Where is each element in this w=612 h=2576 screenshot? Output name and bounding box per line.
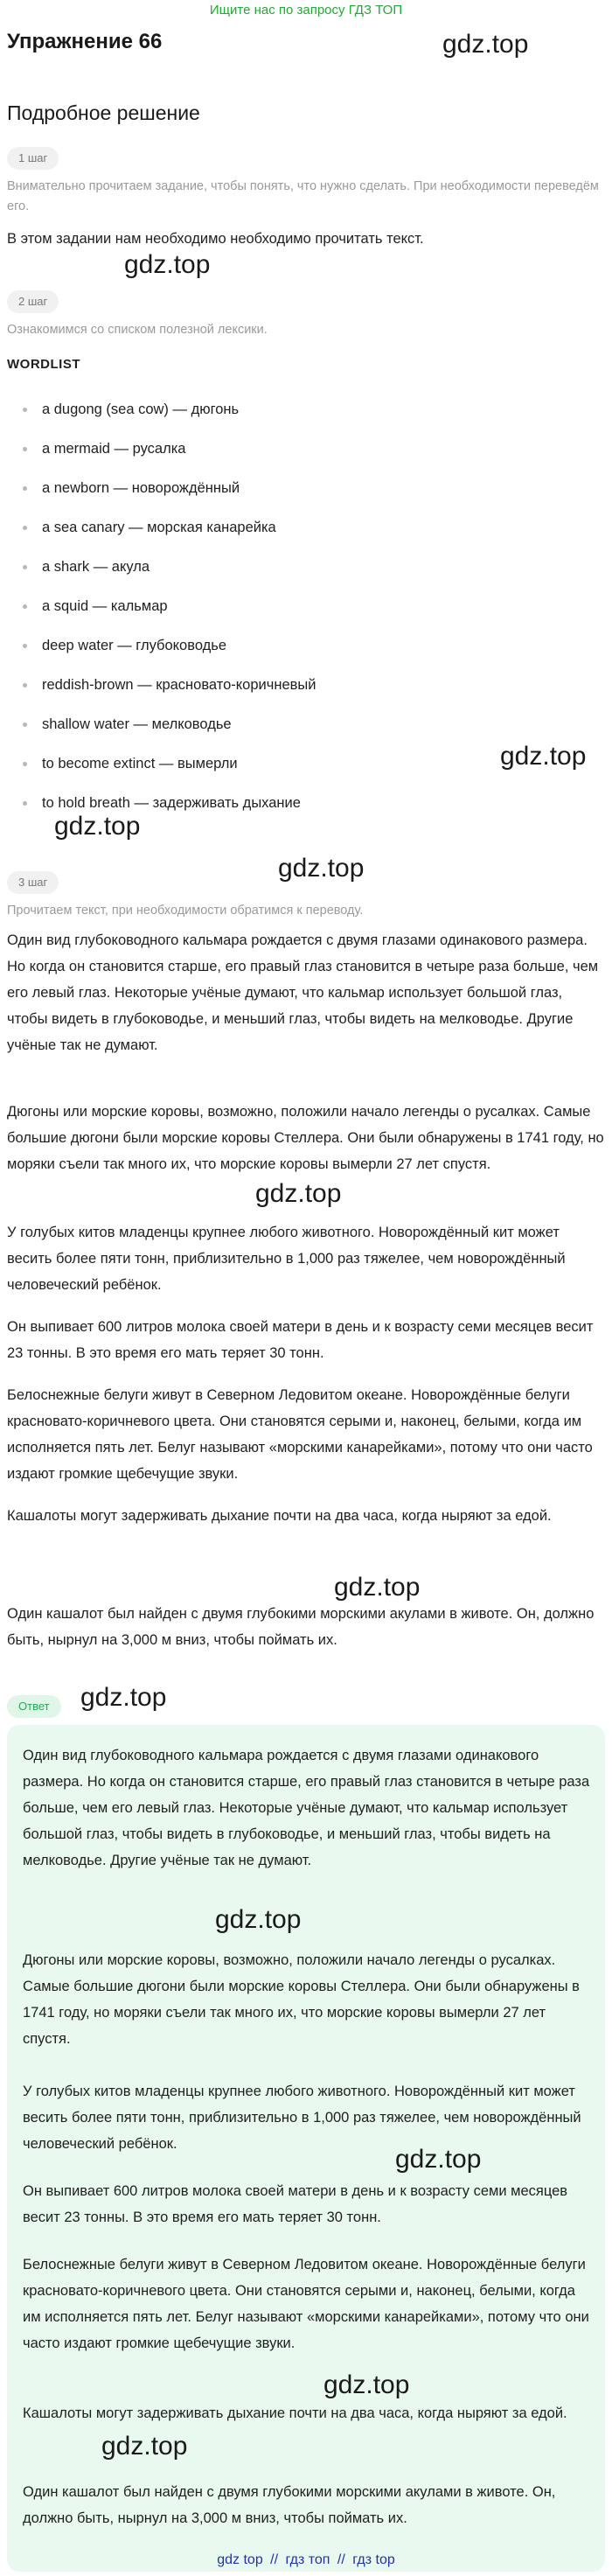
wordlist-entry: a dugong (sea cow) — дюгонь [42, 401, 240, 417]
watermark: gdz.top [80, 1683, 167, 1712]
step-3-badge: 3 шаг [7, 871, 59, 894]
step-2-hint: Ознакомимся со списком полезной лексики. [7, 323, 268, 337]
wordlist-entry: a squid — кальмар [42, 598, 168, 614]
text-paragraph: Кашалоты могут задерживать дыхание почти на два часа, когда ныряют за едой. [7, 1508, 552, 1524]
watermark: gdz.top [395, 2145, 482, 2174]
bullet-icon [23, 486, 27, 491]
footer-link[interactable]: гдз top [352, 2552, 395, 2567]
watermark: gdz.top [442, 30, 529, 59]
step-1-badge: 1 шаг [7, 147, 59, 170]
answer-paragraph: Кашалоты могут задерживать дыхание почти на два часа, когда ныряют за едой. [23, 2405, 567, 2421]
footer-separator: // [337, 2552, 345, 2567]
watermark: gdz.top [54, 812, 141, 841]
list-item [7, 587, 605, 626]
text-paragraph: Он выпивает 600 литров молока своей матери в день и к возрасту семи месяцев весит 23 тонны. В это время его мать теряет 30 тонн. [7, 1319, 594, 1361]
answer-paragraph: Дюгоны или морские коровы, возможно, положили начало легенды о русалках. Самые большие дюгони были морские коровы Стеллера. Они были обнаружены в 1741 году, но моряки съели так много их, что морские коровы вымерли 27 лет спустя. [23, 1952, 580, 2047]
footer-link[interactable]: gdz top [217, 2552, 263, 2567]
watermark: gdz.top [500, 742, 587, 771]
bullet-icon [23, 644, 27, 648]
text-paragraph: Дюгоны или морские коровы, возможно, положили начало легенды о русалках. Самые большие дюгони были морские коровы Стеллера. Они были обнаружены в 1741 году, но моряки съели так много их, что морские коровы вымерли 27 лет спустя. [7, 1104, 604, 1172]
bullet-icon [23, 723, 27, 727]
text-paragraph: У голубых китов младенцы крупнее любого животного. Новорождённый кит может весить более пяти тонн, приблизительно в 1,000 раз тяжелее, чем новорождённый человеческий ребёнок. [7, 1225, 566, 1293]
list-item [7, 548, 605, 587]
watermark: gdz.top [124, 250, 211, 279]
step-1-hint: Внимательно прочитаем задание, чтобы понять, что нужно сделать. При необходимости переведём его. [7, 179, 599, 213]
list-item [7, 705, 605, 744]
answer-paragraph: У голубых китов младенцы крупнее любого животного. Новорождённый кит может весить более пяти тонн, приблизительно в 1,000 раз тяжелее, чем новорождённый человеческий ребёнок. [23, 2084, 581, 2152]
answer-paragraph: Один вид глубоководного кальмара рождается с двумя глазами одинакового размера. Но когда он становится старше, его правый глаз становится в четыре раза больше, чем его левый глаз. Некоторые учёные думают, что кальмар использует большой глаз, чтобы видеть в глубоководье, и меньший глаз, чтобы видеть на мелководье. Другие учёные так не думают. [23, 1748, 590, 1868]
top-banner[interactable]: Ищите нас по запросу ГДЗ ТОП [209, 3, 403, 17]
page-title: Упражнение 66 [7, 30, 163, 53]
wordlist-entry: to become extinct — вымерли [42, 756, 238, 771]
step-1-text: В этом задании нам необходимо необходимо прочитать текст. [7, 231, 424, 247]
bullet-icon [23, 762, 27, 766]
text-paragraph: Один вид глубоководного кальмара рождается с двумя глазами одинакового размера. Но когда он становится старше, его правый глаз становится в четыре раза больше, чем его левый глаз. Некоторые учёные думают, что кальмар использует большой глаз, чтобы видеть в глубоководье, и меньший глаз, чтобы видеть на мелководье. Другие учёные так не думают. [7, 932, 599, 1053]
bullet-icon [23, 526, 27, 530]
watermark: gdz.top [278, 854, 365, 883]
wordlist-entry: shallow water — мелководье [42, 716, 232, 732]
answer-paragraph: Один кашалот был найден с двумя глубокими морскими акулами в животе. Он, должно быть, нырнул на 3,000 м вниз, чтобы поймать их. [23, 2484, 556, 2526]
text-paragraph: Один кашалот был найден с двумя глубокими морскими акулами в животе. Он, должно быть, нырнул на 3,000 м вниз, чтобы поймать их. [7, 1606, 595, 1648]
watermark: gdz.top [101, 2432, 188, 2461]
wordlist-heading: WORDLIST [7, 357, 80, 372]
wordlist-entry: a shark — акула [42, 559, 150, 575]
list-item [7, 390, 605, 429]
watermark: gdz.top [334, 1573, 421, 1602]
solution-heading: Подробное решение [7, 101, 200, 124]
watermark: gdz.top [255, 1179, 342, 1208]
answer-paragraph: Белоснежные белуги живут в Северном Ледовитом океане. Новорождённые белуги красновато-коричневого цвета. Они становятся серыми и, наконец, белыми, когда им исполняется пять лет. Белуг называют «морскими канарейками», потому что они часто издают громкие щебечущие звуки. [23, 2257, 589, 2351]
list-item [7, 626, 605, 666]
footer-link[interactable]: гдз топ [285, 2552, 330, 2567]
answer-paragraph: Он выпивает 600 литров молока своей матери в день и к возрасту семи месяцев весит 23 тонны. В это время его мать теряет 30 тонн. [23, 2183, 568, 2225]
list-item [7, 666, 605, 705]
list-item [7, 429, 605, 469]
bullet-icon [23, 683, 27, 688]
list-item [7, 508, 605, 548]
list-item [7, 469, 605, 508]
watermark: gdz.top [323, 2370, 410, 2399]
watermark: gdz.top [215, 1905, 302, 1934]
wordlist-entry: reddish-brown — красновато-коричневый [42, 677, 316, 693]
step-3-hint: Прочитаем текст, при необходимости обратимся к переводу. [7, 904, 364, 918]
bullet-icon [23, 604, 27, 609]
text-paragraph: Белоснежные белуги живут в Северном Ледовитом океане. Новорождённые белуги красновато-коричневого цвета. Они становятся серыми и, наконец, белыми, когда им исполняется пять лет. Белуг называют «морскими канарейками», потому что они часто издают громкие щебечущие звуки. [7, 1387, 593, 1482]
footer-links [0, 2552, 612, 2568]
bullet-icon [23, 447, 27, 451]
wordlist-entry: a newborn — новорождённый [42, 480, 240, 496]
bullet-icon [23, 408, 27, 412]
footer-separator: // [270, 2552, 279, 2567]
wordlist-entry: a sea canary — морская канарейка [42, 520, 276, 535]
wordlist-entry: to hold breath — задерживать дыхание [42, 795, 301, 811]
answer-badge: Ответ [7, 1695, 61, 1718]
step-2-badge: 2 шаг [7, 290, 59, 313]
bullet-icon [23, 801, 27, 806]
wordlist-entry: deep water — глубоководье [42, 638, 227, 653]
bullet-icon [23, 565, 27, 569]
wordlist-entry: a mermaid — русалка [42, 441, 186, 457]
